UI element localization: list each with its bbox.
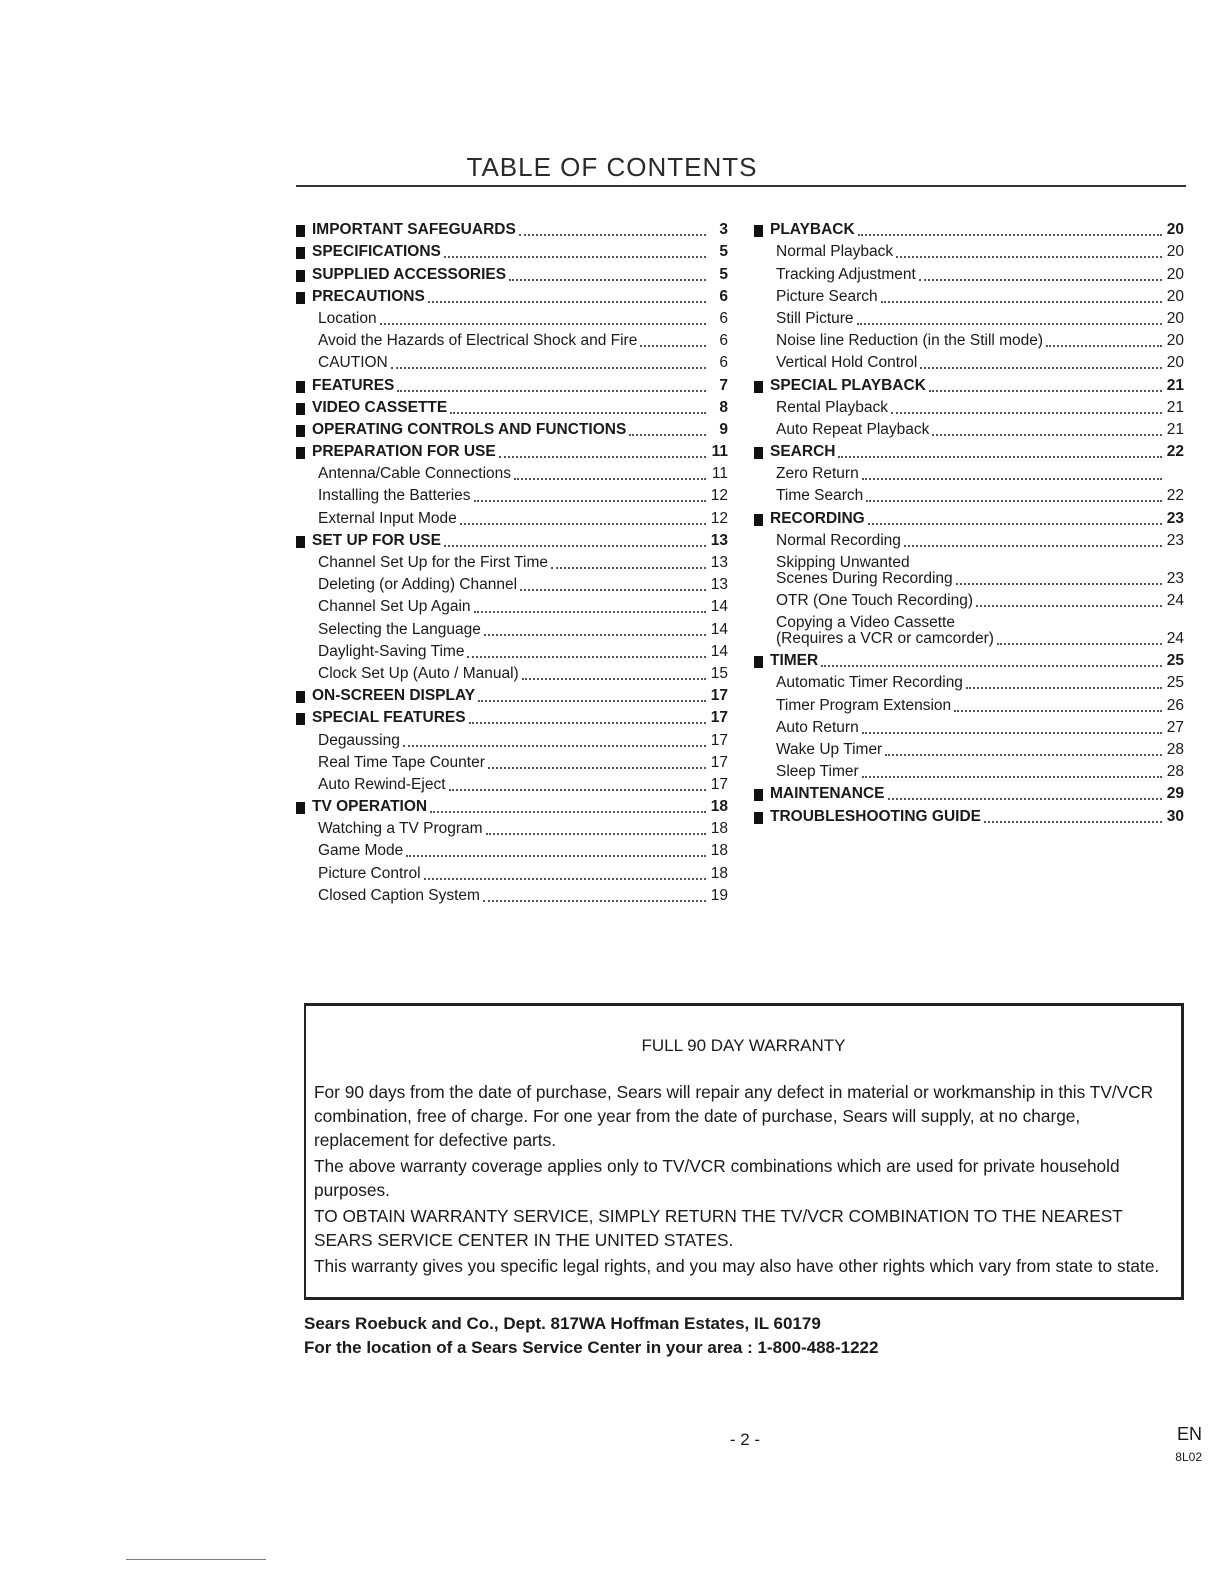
toc-entry-label: Auto Repeat Playback (776, 420, 930, 438)
dot-leader (862, 478, 1162, 480)
dot-leader (640, 345, 706, 347)
toc-subsection-entry (754, 550, 1184, 588)
dot-leader (499, 456, 706, 458)
square-bullet-icon (296, 536, 305, 548)
toc-subsection-entry (296, 505, 728, 527)
toc-section-entry (296, 239, 728, 261)
dot-leader (997, 643, 1162, 645)
square-bullet-icon (754, 656, 763, 668)
toc-section-entry (754, 803, 1184, 825)
toc-entry-label: Sleep Timer (776, 763, 859, 781)
toc-section-entry (754, 781, 1184, 803)
toc-entry-label: SPECIFICATIONS (312, 243, 441, 261)
toc-section-entry (296, 794, 728, 816)
toc-page-number: 26 (1166, 696, 1184, 714)
toc-section-entry (754, 439, 1184, 461)
toc-entry-label: Auto Return (776, 718, 859, 736)
dot-leader (862, 776, 1162, 778)
toc-entry-label: Game Mode (318, 842, 404, 860)
toc-page-number: 28 (1166, 740, 1184, 758)
dot-leader (838, 456, 1162, 458)
dot-leader (486, 833, 706, 835)
toc-entry-label-line: Scenes During Recording (776, 569, 953, 587)
dot-leader (522, 678, 706, 680)
toc-section-entry (296, 372, 728, 394)
dot-leader (449, 789, 706, 791)
toc-entry-label: Still Picture (776, 309, 854, 327)
toc-page-number: 13 (710, 576, 728, 594)
dot-leader (954, 710, 1162, 712)
toc-subsection-entry (754, 350, 1184, 372)
toc-subsection-entry (296, 306, 728, 328)
toc-page-number: 18 (710, 842, 728, 860)
dot-leader (444, 545, 706, 547)
toc-section-entry (296, 284, 728, 306)
toc-subsection-entry (296, 772, 728, 794)
toc-subsection-entry (296, 350, 728, 372)
dot-leader (888, 798, 1162, 800)
square-bullet-icon (296, 270, 305, 282)
square-bullet-icon (296, 292, 305, 304)
warranty-title: FULL 90 DAY WARRANTY (641, 1036, 846, 1055)
toc-entry-label: Watching a TV Program (318, 820, 483, 838)
toc-entry-label: Normal Recording (776, 531, 901, 549)
toc-section-entry (296, 217, 728, 239)
dot-leader (397, 390, 706, 392)
toc-page-number: 17 (710, 687, 728, 705)
toc-entry-label: PLAYBACK (770, 221, 855, 239)
toc-entry-label: Installing the Batteries (318, 487, 471, 505)
toc-page-number: 17 (710, 753, 728, 771)
dot-leader (984, 821, 1162, 823)
toc-section-entry (296, 395, 728, 417)
dot-leader (488, 767, 706, 769)
toc-entry-label: Clock Set Up (Auto / Manual) (318, 664, 519, 682)
toc-entry-label: Daylight-Saving Time (318, 642, 465, 660)
toc-section-entry (296, 705, 728, 727)
toc-entry-label: PRECAUTIONS (312, 287, 425, 305)
toc-page-number: 5 (719, 243, 728, 261)
toc-subsection-entry (296, 572, 728, 594)
toc-subsection-entry (296, 328, 728, 350)
toc-subsection-entry (296, 661, 728, 683)
toc-entry-label: Antenna/Cable Connections (318, 465, 512, 483)
toc-subsection-entry (754, 759, 1184, 781)
toc-page-number: 14 (710, 642, 728, 660)
square-bullet-icon (754, 789, 763, 801)
toc-section-entry (754, 648, 1184, 670)
toc-entry-label: External Input Mode (318, 509, 457, 527)
toc-subsection-entry (754, 692, 1184, 714)
toc-section-entry (296, 261, 728, 283)
dot-leader (891, 412, 1162, 414)
toc-page-number: 8 (719, 398, 728, 416)
dot-leader (406, 855, 706, 857)
toc-page-number: 23 (1166, 509, 1184, 527)
toc-left-column (296, 217, 728, 905)
toc-entry-label: Selecting the Language (318, 620, 481, 638)
toc-subsection-entry (296, 483, 728, 505)
toc-page-number: 17 (710, 709, 728, 727)
toc-page-number: 24 (1166, 630, 1184, 647)
page-title: TABLE OF CONTENTS (466, 152, 758, 182)
dot-leader (956, 583, 1162, 585)
toc-subsection-entry (754, 528, 1184, 550)
toc-entry-label: ON-SCREEN DISPLAY (312, 687, 476, 705)
title-rule (296, 185, 1186, 187)
toc-page-number: 23 (1166, 569, 1184, 587)
toc-page-number: 18 (710, 820, 728, 838)
warranty-paragraph: The above warranty coverage applies only to TV/VCR combinations which are used for private household purposes. (314, 1156, 1120, 1200)
document-code: 8L02 (1175, 1450, 1202, 1464)
toc-subsection-entry (296, 883, 728, 905)
toc-entry-label: SET UP FOR USE (312, 531, 441, 549)
toc-entry-label: Real Time Tape Counter (318, 753, 485, 771)
toc-entry-label-line: Skipping Unwanted (776, 553, 910, 571)
toc-entry-label: Noise line Reduction (in the Still mode) (776, 332, 1044, 350)
toc-entry-label: Channel Set Up Again (318, 598, 471, 616)
dot-leader (469, 722, 706, 724)
toc-section-entry (296, 683, 728, 705)
dot-leader (881, 301, 1162, 303)
toc-subsection-entry (754, 483, 1184, 505)
dot-leader (868, 523, 1162, 525)
square-bullet-icon (754, 225, 763, 237)
toc-section-entry (296, 528, 728, 550)
dot-leader (430, 811, 706, 813)
square-bullet-icon (754, 447, 763, 459)
toc-entry-label: OPERATING CONTROLS AND FUNCTIONS (312, 420, 627, 438)
toc-page-number: 12 (710, 509, 728, 527)
toc-subsection-entry (754, 461, 1184, 483)
toc-entry-label (776, 555, 953, 588)
toc-subsection-entry (754, 715, 1184, 737)
toc-page-number: 6 (719, 332, 728, 350)
dot-leader (520, 589, 706, 591)
toc-page-number: 20 (1166, 309, 1184, 327)
square-bullet-icon (754, 381, 763, 393)
sears-phone: For the location of a Sears Service Center in your area : 1-800-488-1222 (304, 1338, 879, 1357)
toc-entry-label: Time Search (776, 487, 864, 505)
toc-page-number: 21 (1166, 398, 1184, 416)
dot-leader (920, 367, 1162, 369)
toc-entry-label: Deleting (or Adding) Channel (318, 576, 518, 594)
toc-page-number: 22 (1166, 487, 1184, 505)
toc-entry-label: PREPARATION FOR USE (312, 443, 496, 461)
toc-entry-label: Degaussing (318, 731, 400, 749)
toc-page-number: 30 (1166, 807, 1184, 825)
dot-leader (858, 234, 1162, 236)
toc-entry-label: Rental Playback (776, 398, 889, 416)
toc-subsection-entry (754, 395, 1184, 417)
square-bullet-icon (754, 514, 763, 526)
dot-leader (862, 732, 1162, 734)
toc-page-number: 20 (1166, 243, 1184, 261)
sears-contact (304, 1312, 878, 1360)
toc-entry-label: SPECIAL PLAYBACK (770, 376, 926, 394)
toc-page-number: 13 (710, 554, 728, 571)
toc-subsection-entry (296, 461, 728, 483)
toc-page-number: 25 (1166, 652, 1184, 670)
toc-page-number: 25 (1166, 674, 1184, 692)
dot-leader (391, 367, 706, 369)
square-bullet-icon (296, 381, 305, 393)
toc-entry-label: RECORDING (770, 509, 865, 527)
toc-subsection-entry (754, 284, 1184, 306)
toc-page-number: 7 (719, 376, 728, 394)
warranty-text (314, 1080, 1173, 1280)
toc-subsection-entry (754, 417, 1184, 439)
toc-page-number: 6 (719, 354, 728, 372)
dot-leader (885, 754, 1162, 756)
toc-page-number: 3 (719, 221, 728, 239)
dot-leader (474, 611, 706, 613)
toc-section-entry (754, 372, 1184, 394)
toc-page-number: 20 (1166, 332, 1184, 350)
toc-entry-label: SPECIAL FEATURES (312, 709, 466, 727)
dot-leader (551, 567, 706, 569)
toc-entry-label: TROUBLESHOOTING GUIDE (770, 807, 981, 825)
toc-page-number: 14 (710, 598, 728, 616)
toc-entry-label: Location (318, 309, 377, 327)
toc-page-number: 17 (710, 775, 728, 793)
dot-leader (460, 523, 706, 525)
toc-section-entry (296, 439, 728, 461)
toc-subsection-entry (754, 239, 1184, 261)
toc-entry-label (776, 615, 994, 648)
toc-subsection-entry (296, 550, 728, 572)
dot-leader (966, 687, 1162, 689)
toc-page-number: 9 (719, 420, 728, 438)
toc-page-number: 17 (710, 731, 728, 749)
dot-leader (896, 256, 1162, 258)
dot-leader (484, 634, 706, 636)
dot-leader (976, 605, 1162, 607)
toc-entry-label: IMPORTANT SAFEGUARDS (312, 221, 516, 239)
toc-entry-label: Channel Set Up for the First Time (318, 554, 549, 571)
toc-subsection-entry (296, 838, 728, 860)
toc-subsection-entry (754, 588, 1184, 610)
warranty-box (304, 1003, 1184, 1300)
toc-page-number: 19 (710, 886, 728, 904)
toc-entry-label: MAINTENANCE (770, 785, 885, 803)
toc-page-number: 23 (1166, 531, 1184, 549)
toc-page-number: 29 (1166, 785, 1184, 803)
toc-entry-label: Timer Program Extension (776, 696, 952, 714)
toc-page-number: 20 (1166, 287, 1184, 305)
dot-leader (478, 700, 706, 702)
toc-subsection-entry (296, 750, 728, 772)
toc-subsection-entry (754, 328, 1184, 350)
warranty-paragraph: For 90 days from the date of purchase, Sears will repair any defect in material or workmanship in this TV/VCR combination, free of charge. For one year from the date of purchase, Sears will supply, at no charge, replacement for defective parts. (314, 1082, 1154, 1150)
toc-page-number: 28 (1166, 763, 1184, 781)
dot-leader (932, 434, 1162, 436)
dot-leader (929, 390, 1162, 392)
toc-page-number: 20 (1166, 354, 1184, 372)
square-bullet-icon (296, 403, 305, 415)
dot-leader (450, 412, 706, 414)
toc-entry-label: FEATURES (312, 376, 395, 394)
toc-page-number: 12 (710, 487, 728, 505)
dot-leader (919, 279, 1162, 281)
toc-page-number: 18 (710, 864, 728, 882)
toc-section-entry (754, 217, 1184, 239)
toc-entry-label: Zero Return (776, 465, 859, 483)
corner-rule (126, 1559, 266, 1560)
toc-subsection-entry (754, 737, 1184, 759)
toc-entry-label: Tracking Adjustment (776, 265, 916, 283)
toc-subsection-entry (754, 261, 1184, 283)
dot-leader (514, 478, 706, 480)
toc-subsection-entry (754, 670, 1184, 692)
toc-page-number: 11 (711, 443, 728, 461)
square-bullet-icon (296, 247, 305, 259)
toc-subsection-entry (296, 616, 728, 638)
toc-page-number: 21 (1166, 420, 1184, 438)
toc-subsection-entry (296, 639, 728, 661)
dot-leader (821, 665, 1162, 667)
square-bullet-icon (296, 425, 305, 437)
dot-leader (483, 900, 706, 902)
toc-entry-label: Avoid the Hazards of Electrical Shock and Fire (318, 332, 638, 350)
square-bullet-icon (296, 225, 305, 237)
toc-entry-label: Picture Search (776, 287, 878, 305)
toc-page-number: 6 (719, 309, 728, 327)
page-number: - 2 - (729, 1430, 761, 1449)
dot-leader (629, 434, 706, 436)
dot-leader (509, 279, 706, 281)
toc-entry-label: CAUTION (318, 354, 388, 372)
toc-page-number: 20 (1166, 221, 1184, 239)
language-code: EN (1176, 1424, 1202, 1444)
square-bullet-icon (754, 812, 763, 824)
toc-subsection-entry (296, 860, 728, 882)
sears-address: Sears Roebuck and Co., Dept. 817WA Hoffman Estates, IL 60179 (304, 1314, 821, 1333)
toc-entry-label-line: Copying a Video Cassette (776, 614, 955, 631)
toc-page-number: 6 (719, 287, 728, 305)
toc-entry-label: TIMER (770, 652, 819, 670)
toc-right-column (754, 217, 1184, 826)
dot-leader (866, 500, 1162, 502)
toc-entry-label: Wake Up Timer (776, 740, 883, 758)
dot-leader (474, 500, 706, 502)
toc-page-number: 18 (710, 798, 728, 816)
toc-page-number: 20 (1166, 265, 1184, 283)
square-bullet-icon (296, 713, 305, 725)
square-bullet-icon (296, 447, 305, 459)
toc-entry-label: Picture Control (318, 864, 421, 882)
toc-subsection-entry (296, 594, 728, 616)
toc-subsection-entry (754, 610, 1184, 648)
dot-leader (519, 234, 706, 236)
toc-entry-label: Automatic Timer Recording (776, 674, 963, 692)
toc-page-number: 24 (1166, 592, 1184, 609)
warranty-paragraph: This warranty gives you specific legal rights, and you may also have other rights which vary from state to state. (314, 1256, 1160, 1276)
toc-entry-label: TV OPERATION (312, 798, 428, 816)
toc-page-number: 15 (710, 664, 728, 682)
toc-entry-label-line: (Requires a VCR or camcorder) (776, 630, 994, 647)
toc-page-number: 14 (710, 620, 728, 638)
warranty-paragraph: TO OBTAIN WARRANTY SERVICE, SIMPLY RETURN THE TV/VCR COMBINATION TO THE NEAREST SEARS SERVICE CENTER IN THE UNITED STATES. (314, 1206, 1123, 1250)
toc-section-entry (754, 505, 1184, 527)
dot-leader (467, 656, 706, 658)
toc-page-number: 13 (710, 531, 728, 549)
toc-subsection-entry (754, 306, 1184, 328)
toc-entry-label: Vertical Hold Control (776, 354, 918, 372)
toc-section-entry (296, 417, 728, 439)
dot-leader (857, 323, 1162, 325)
dot-leader (424, 878, 706, 880)
toc-subsection-entry (296, 727, 728, 749)
toc-entry-label: Normal Playback (776, 243, 894, 261)
toc-page-number: 5 (719, 265, 728, 283)
toc-entry-label: SUPPLIED ACCESSORIES (312, 265, 507, 283)
dot-leader (380, 323, 706, 325)
square-bullet-icon (296, 691, 305, 703)
toc-entry-label: Closed Caption System (318, 886, 480, 904)
toc-subsection-entry (296, 816, 728, 838)
toc-page-number: 27 (1166, 718, 1184, 736)
toc-page-number: 22 (1166, 443, 1184, 461)
toc-page-number: 21 (1166, 376, 1184, 394)
toc-entry-label: VIDEO CASSETTE (312, 398, 448, 416)
dot-leader (904, 545, 1162, 547)
toc-entry-label: OTR (One Touch Recording) (776, 592, 973, 609)
toc-entry-label: SEARCH (770, 443, 836, 461)
dot-leader (403, 745, 706, 747)
dot-leader (444, 256, 706, 258)
toc-page-number: 11 (711, 465, 728, 483)
dot-leader (1046, 345, 1162, 347)
toc-entry-label: Auto Rewind-Eject (318, 775, 446, 793)
square-bullet-icon (296, 802, 305, 814)
dot-leader (428, 301, 706, 303)
